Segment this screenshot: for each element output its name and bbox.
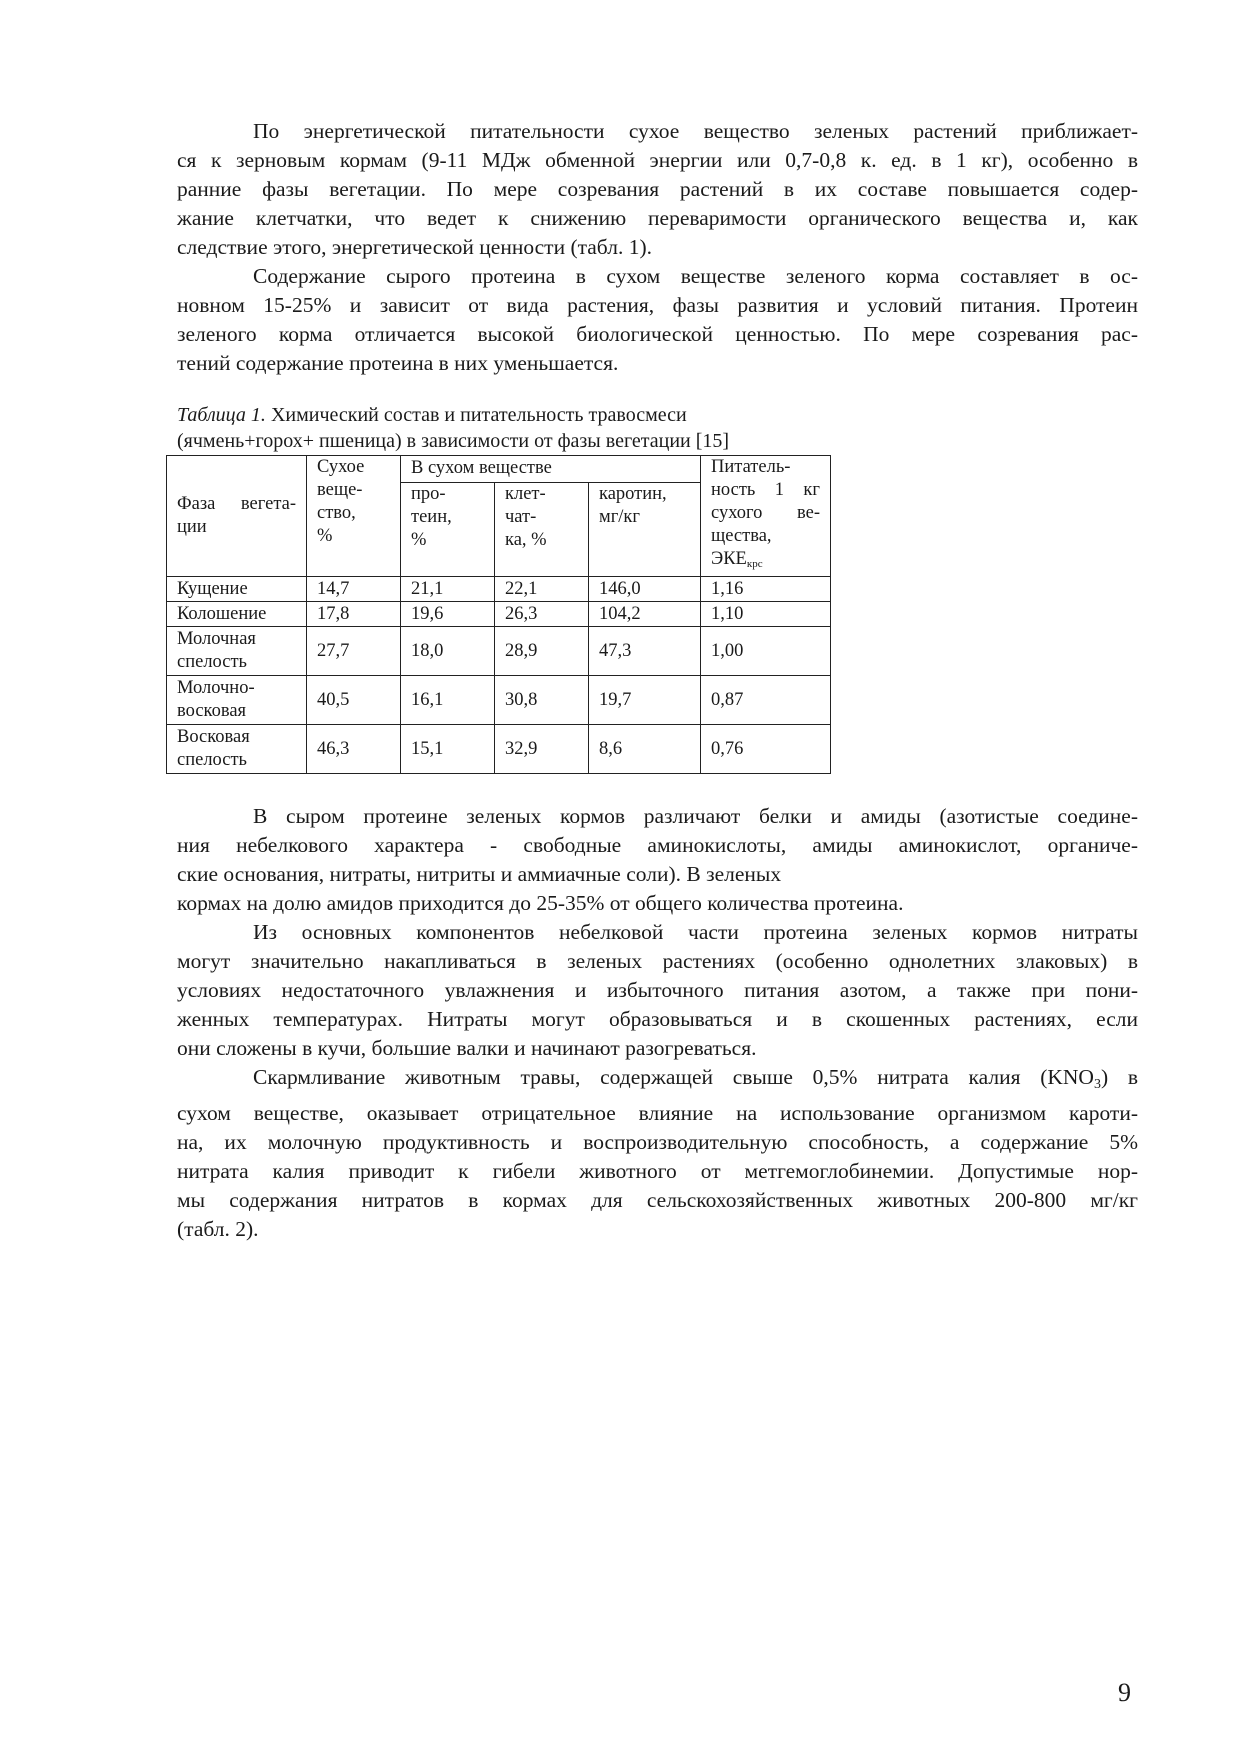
cell-protein: 16,1	[401, 676, 495, 725]
cell-carotene: 47,3	[589, 627, 701, 676]
header-group-dry-matter: В сухом веществе	[401, 456, 701, 483]
text-line: Из основных компонентов небелковой части протеина зеленых кормов нитраты	[253, 920, 1138, 944]
cell-fiber: 26,3	[495, 602, 589, 627]
cell-carotene: 19,7	[589, 676, 701, 725]
cell-fiber: 22,1	[495, 577, 589, 602]
paragraph-protein	[177, 262, 1138, 378]
text-line: В сыром протеине зеленых кормов различают белки и амиды (азотистые соедине-	[253, 804, 1138, 828]
cell-protein: 21,1	[401, 577, 495, 602]
text-line: женных температурах. Нитраты могут образовываться и в скошенных растениях, если	[177, 1007, 1138, 1031]
text-line: По энергетической питательности сухое вещество зеленых растений приближает-	[253, 119, 1138, 143]
table-row	[167, 627, 831, 676]
cell-nutrition: 1,00	[701, 627, 831, 676]
cell-phase: Молочная спелость	[167, 627, 307, 676]
cell-protein: 15,1	[401, 725, 495, 774]
cell-dry: 14,7	[307, 577, 401, 602]
paragraph-energy	[177, 117, 1138, 262]
text-line: тений содержание протеина в них уменьшается.	[177, 351, 619, 375]
table-row	[167, 725, 831, 774]
header-phase: Фаза вегета- ции	[167, 456, 307, 577]
table-row	[167, 577, 831, 602]
header-fiber: клет- чат- ка, %	[495, 482, 589, 576]
table-row	[167, 602, 831, 627]
cell-carotene: 146,0	[589, 577, 701, 602]
text-line: сухом веществе, оказывает отрицательное влияние на использование организмом кароти-	[177, 1101, 1138, 1125]
text-line: они сложены в кучи, большие валки и начинают разогреваться.	[177, 1036, 757, 1060]
cell-nutrition: 0,76	[701, 725, 831, 774]
cell-phase: Колошение	[167, 602, 307, 627]
text-line: новном 15-25% и зависит от вида растения, фазы развития и условий питания. Протеин	[177, 293, 1138, 317]
cell-protein: 18,0	[401, 627, 495, 676]
header-dry-matter: Сухое веще- ство, %	[307, 456, 401, 577]
text-line: ские основания, нитраты, нитриты и аммиачные соли). В зеленых	[177, 862, 782, 886]
text-line: жание клетчатки, что ведет к снижению переваримости органического вещества и, как	[177, 206, 1138, 230]
cell-phase: Восковая спелость	[167, 725, 307, 774]
table-row	[167, 676, 831, 725]
table-title-line2: (ячмень+горох+ пшеница) в зависимости от фазы вегетации [15]	[177, 430, 730, 452]
cell-dry: 40,5	[307, 676, 401, 725]
text-line: нитрата калия приводит к гибели животного от метгемоглобинемии. Допустимые нор-	[177, 1159, 1138, 1183]
unit-subscript: крс	[746, 558, 763, 570]
text-line: на, их молочную продуктивность и воспроизводительную способность, а содержание 5%	[177, 1130, 1138, 1154]
text-line: ния небелкового характера - свободные аминокислоты, амиды аминокислот, органиче-	[177, 833, 1138, 857]
cell-nutrition: 1,10	[701, 602, 831, 627]
cell-fiber: 30,8	[495, 676, 589, 725]
table-title: Химический состав и питательность травосмеси	[265, 404, 687, 426]
table-label: Таблица 1.	[177, 404, 266, 426]
text-line: следствие этого, энергетической ценности (табл. 1).	[177, 235, 652, 259]
header-protein: про- теин, %	[401, 482, 495, 576]
table-caption	[177, 402, 857, 454]
subscript-3: 3	[1093, 1077, 1101, 1092]
composition-table	[166, 455, 831, 774]
cell-carotene: 8,6	[589, 725, 701, 774]
text-line: ранние фазы вегетации. По мере созревания растений в их составе повышается содер-	[177, 177, 1138, 201]
text-line: могут значительно накапливаться в зеленых растениях (особенно однолетних злаковых) в	[177, 949, 1138, 973]
header-nutrition: Питатель- ность 1 кг сухого ве- щества, $ЭКЕ_{крс}$	[701, 456, 831, 577]
cell-dry: 27,7	[307, 627, 401, 676]
cell-fiber: 28,9	[495, 627, 589, 676]
text-line: кормах на долю амидов приходится до 25-35% от общего количества протеина.	[177, 891, 904, 915]
text-line: мы содержания нитратов в кормах для сельскохозяйственных животных 200-800 мг/кг	[177, 1188, 1138, 1212]
unit-eke: ЭКЕ	[711, 549, 747, 569]
cell-nutrition: 0,87	[701, 676, 831, 725]
paragraph-amides	[177, 802, 1138, 918]
header-row	[167, 456, 831, 483]
paragraph-nitrates	[177, 918, 1138, 1063]
cell-protein: 19,6	[401, 602, 495, 627]
text-line: зеленого корма отличается высокой биологической ценностью. По мере созревания рас-	[177, 322, 1138, 346]
cell-dry: 46,3	[307, 725, 401, 774]
paragraph-feeding	[177, 1063, 1138, 1244]
text-line: ся к зерновым кормам (9-11 МДж обменной энергии или 0,7-0,8 к. ед. в 1 кг), особенно в	[177, 148, 1138, 172]
text-line: (табл. 2).	[177, 1217, 259, 1241]
cell-phase: Кущение	[167, 577, 307, 602]
text-line: условиях недостаточного увлажнения и избыточного питания азотом, а также при пони-	[177, 978, 1138, 1002]
cell-nutrition: 1,16	[701, 577, 831, 602]
cell-carotene: 104,2	[589, 602, 701, 627]
cell-phase: Молочно- восковая	[167, 676, 307, 725]
page-number: 9	[1118, 1678, 1131, 1707]
cell-dry: 17,8	[307, 602, 401, 627]
header-carotene: каротин, мг/кг	[589, 482, 701, 576]
text-line: Содержание сырого протеина в сухом веществе зеленого корма составляет в ос-	[253, 264, 1138, 288]
text-line: Скармливание животным травы, содержащей свыше 0,5% нитрата калия (KNO3) в	[253, 1065, 1139, 1092]
cell-fiber: 32,9	[495, 725, 589, 774]
